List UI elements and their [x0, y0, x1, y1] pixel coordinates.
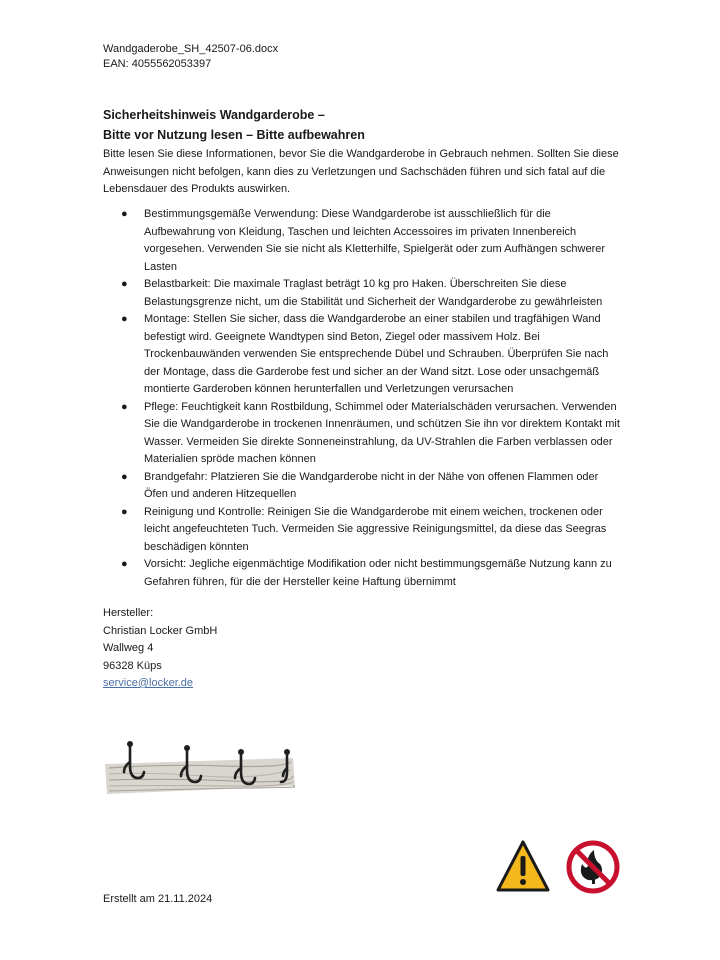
document-title: [103, 105, 623, 145]
no-open-flame-icon: [569, 843, 617, 891]
list-item-text: Pflege: Feuchtigkeit kann Rostbildung, Schimmel oder Materialschäden verursachen. Verwenden Sie die Wandgarderobe in trockenen Innenräumen, und schützen Sie ihn vor direktem Kontakt mit Wasser. Vermeiden Sie direkte Sonneneinstrahlung, da UV-Strahlen die Farben verblassen oder Materialien spröde machen können: [144, 400, 620, 465]
list-item-text: Belastbarkeit: Die maximale Traglast beträgt 10 kg pro Haken. Überschreiten Sie diese Belastungsgrenze nicht, um die Stabilität und Sicherheit der Wandgarderobe zu gewährleisten: [144, 278, 603, 308]
intro-paragraph: Bitte lesen Sie diese Informationen, bevor Sie die Wandgarderobe in Gebrauch nehmen. Sollten Sie diese Anweisungen nicht befolgen, kann dies zu Verletzungen und Sachschäden führen und sich fatal auf die Lebensdauer des Produkts auswirken.: [103, 148, 619, 195]
warning-triangle-icon: [498, 842, 548, 890]
bullet-icon: ●: [121, 278, 128, 290]
list-item-text: Montage: Stellen Sie sicher, dass die Wandgarderobe an einer stabilen und tragfähigen Wand befestigt wird. Geeignete Wandtypen sind Beton, Ziegel oder massivem Holz. Bei Trockenbauwänden verwenden Sie entsprechende Dübel und Schrauben. Überprüfen Sie nach der Montage, dass die Garderobe fest und sicher an der Wand sitzt. Lose oder unsachgemäß montierte Garderoben können herunterfallen und Verletzungen verursachen: [144, 313, 609, 395]
list-item-text: Vorsicht: Jegliche eigenmächtige Modifikation oder nicht bestimmungsgemäße Nutzung kann zu Gefahren führen, für die der Hersteller keine Haftung übernimmt: [144, 558, 612, 588]
title-line-1: Sicherheitshinweis Wandgarderobe –: [103, 108, 325, 122]
list-item: [103, 556, 623, 591]
list-item: [103, 311, 623, 399]
title-line-2: Bitte vor Nutzung lesen – Bitte aufbewahren: [103, 128, 365, 142]
bullet-icon: ●: [121, 558, 128, 570]
bullet-icon: ●: [121, 505, 128, 518]
coat-hook-image: [103, 736, 295, 800]
bullet-icon: ●: [121, 313, 128, 325]
manufacturer-city: 96328 Küps: [103, 659, 162, 672]
list-item: [103, 399, 623, 469]
manufacturer-email-link[interactable]: service@locker.de: [103, 677, 194, 689]
list-item: [103, 504, 623, 557]
filename: Wandgaderobe_SH_42507-06.docx: [103, 43, 279, 55]
list-item: [103, 469, 623, 504]
list-item: [103, 206, 623, 276]
list-item-text: Bestimmungsgemäße Verwendung: Diese Wandgarderobe ist ausschließlich für die Aufbewahrung von Kleidung, Taschen und leichten Accessoires im privaten Innenbereich vorgesehen. Verwenden Sie sie nicht als Kletterhilfe, Spielgerät oder zum Aufhängen schwerer Lasten: [144, 208, 606, 273]
created-date: Erstellt am 21.11.2024: [103, 893, 213, 905]
ean: EAN: 4055562053397: [103, 58, 212, 70]
manufacturer-street: Wallweg 4: [103, 642, 154, 654]
list-item-text: Brandgefahr: Platzieren Sie die Wandgarderobe nicht in der Nähe von offenen Flammen oder Öfen und anderen Hitzequellen: [144, 470, 599, 500]
list-item: [103, 276, 623, 311]
manufacturer-block: [103, 605, 217, 693]
bullet-icon: ●: [121, 400, 128, 413]
safety-symbols: [496, 840, 620, 894]
list-item-text: Reinigung und Kontrolle: Reinigen Sie die Wandgarderobe mit einem weichen, trockenen oder leicht angefeuchteten Tuch. Vermeiden Sie aggressive Reinigungsmittel, da diese das Seegras beschädigen könnten: [144, 505, 607, 553]
document-header: [103, 42, 278, 72]
manufacturer-company: Christian Locker GmbH: [103, 624, 218, 637]
bullet-icon: ●: [121, 470, 128, 483]
bullet-icon: ●: [121, 208, 128, 220]
safety-list: [103, 206, 623, 591]
manufacturer-label: Hersteller:: [103, 607, 154, 619]
